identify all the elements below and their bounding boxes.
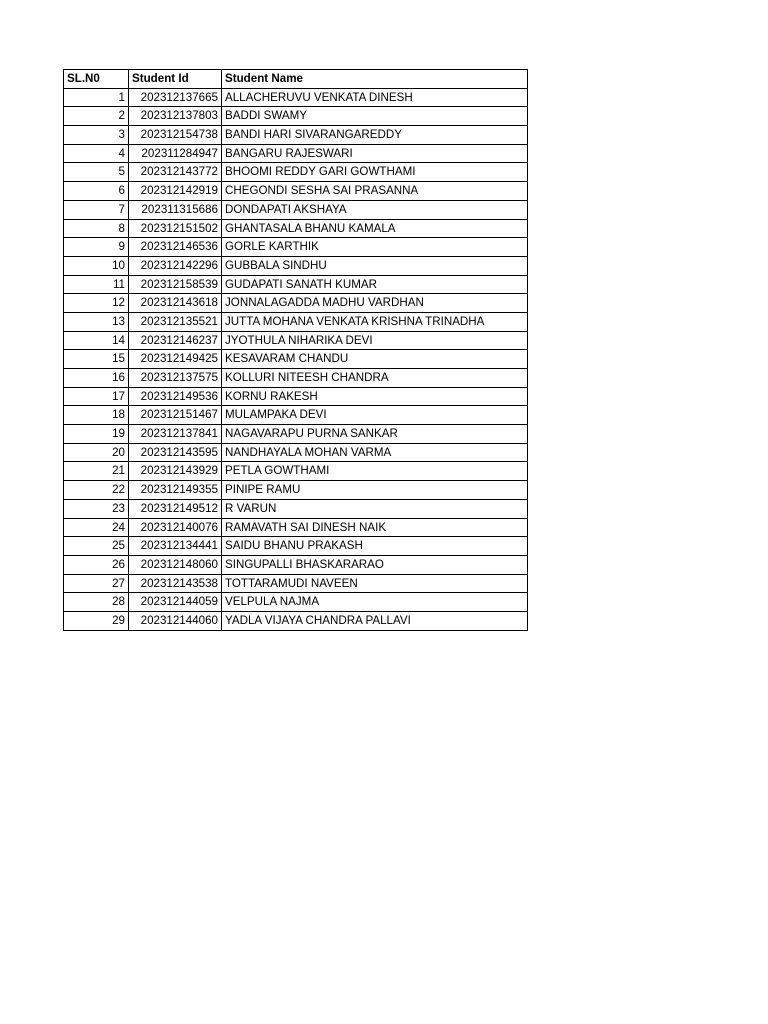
serial-number-cell: 26 (64, 555, 129, 574)
student-id-cell: 202311315686 (129, 200, 222, 219)
student-id-cell: 202311284947 (129, 144, 222, 163)
student-id-cell: 202312135521 (129, 312, 222, 331)
table-row (64, 126, 528, 145)
student-name-cell: KOLLURI NITEESH CHANDRA (222, 369, 528, 388)
student-id-cell: 202312142919 (129, 182, 222, 201)
student-name-cell: JUTTA MOHANA VENKATA KRISHNA TRINADHA (222, 312, 528, 331)
serial-number-cell: 7 (64, 200, 129, 219)
student-id-cell: 202312137841 (129, 425, 222, 444)
serial-number-cell: 5 (64, 163, 129, 182)
serial-number-cell: 17 (64, 387, 129, 406)
serial-number-cell: 20 (64, 443, 129, 462)
student-name-cell: KORNU RAKESH (222, 387, 528, 406)
student-id-cell: 202312154738 (129, 126, 222, 145)
table-row (64, 537, 528, 556)
student-name-cell: BANDI HARI SIVARANGAREDDY (222, 126, 528, 145)
serial-number-cell: 1 (64, 88, 129, 107)
table-row (64, 593, 528, 612)
student-name-cell: NANDHAYALA MOHAN VARMA (222, 443, 528, 462)
student-id-cell: 202312134441 (129, 537, 222, 556)
student-name-cell: SINGUPALLI BHASKARARAO (222, 555, 528, 574)
student-name-cell: R VARUN (222, 499, 528, 518)
serial-number-cell: 19 (64, 425, 129, 444)
student-name-cell: BANGARU RAJESWARI (222, 144, 528, 163)
student-name-cell: PETLA GOWTHAMI (222, 462, 528, 481)
student-id-cell: 202312137803 (129, 107, 222, 126)
student-id-cell: 202312146237 (129, 331, 222, 350)
student-name-cell: VELPULA NAJMA (222, 593, 528, 612)
table-row (64, 182, 528, 201)
student-id-cell: 202312158539 (129, 275, 222, 294)
serial-number-cell: 10 (64, 256, 129, 275)
table-row (64, 481, 528, 500)
serial-number-cell: 3 (64, 126, 129, 145)
student-id-cell: 202312137575 (129, 369, 222, 388)
student-name-cell: GUDAPATI SANATH KUMAR (222, 275, 528, 294)
serial-number-cell: 27 (64, 574, 129, 593)
student-id-cell: 202312149512 (129, 499, 222, 518)
table-row (64, 256, 528, 275)
student-name-cell: BADDI SWAMY (222, 107, 528, 126)
student-name-cell: PINIPE RAMU (222, 481, 528, 500)
table-row (64, 611, 528, 630)
student-id-cell: 202312143618 (129, 294, 222, 313)
column-header-sl-no: SL.N0 (64, 70, 129, 89)
student-id-cell: 202312144059 (129, 593, 222, 612)
table-row (64, 350, 528, 369)
table-row (64, 555, 528, 574)
table-row (64, 406, 528, 425)
table-body (64, 88, 528, 630)
table-row (64, 331, 528, 350)
serial-number-cell: 9 (64, 238, 129, 257)
serial-number-cell: 25 (64, 537, 129, 556)
student-name-cell: JONNALAGADDA MADHU VARDHAN (222, 294, 528, 313)
student-name-cell: NAGAVARAPU PURNA SANKAR (222, 425, 528, 444)
student-name-cell: ALLACHERUVU VENKATA DINESH (222, 88, 528, 107)
student-id-cell: 202312140076 (129, 518, 222, 537)
table-row (64, 275, 528, 294)
serial-number-cell: 28 (64, 593, 129, 612)
table-row (64, 574, 528, 593)
student-id-cell: 202312143595 (129, 443, 222, 462)
student-id-cell: 202312149355 (129, 481, 222, 500)
serial-number-cell: 12 (64, 294, 129, 313)
serial-number-cell: 15 (64, 350, 129, 369)
student-name-cell: BHOOMI REDDY GARI GOWTHAMI (222, 163, 528, 182)
student-id-cell: 202312144060 (129, 611, 222, 630)
serial-number-cell: 11 (64, 275, 129, 294)
table-row (64, 443, 528, 462)
column-header-student-name: Student Name (222, 70, 528, 89)
serial-number-cell: 18 (64, 406, 129, 425)
student-id-cell: 202312143929 (129, 462, 222, 481)
serial-number-cell: 24 (64, 518, 129, 537)
student-id-cell: 202312148060 (129, 555, 222, 574)
student-name-cell: GUBBALA SINDHU (222, 256, 528, 275)
student-name-cell: GHANTASALA BHANU KAMALA (222, 219, 528, 238)
student-name-cell: GORLE KARTHIK (222, 238, 528, 257)
serial-number-cell: 22 (64, 481, 129, 500)
student-id-cell: 202312146536 (129, 238, 222, 257)
column-header-student-id: Student Id (129, 70, 222, 89)
student-name-cell: JYOTHULA NIHARIKA DEVI (222, 331, 528, 350)
table-row (64, 238, 528, 257)
student-name-cell: KESAVARAM CHANDU (222, 350, 528, 369)
student-id-cell: 202312151467 (129, 406, 222, 425)
table-row (64, 219, 528, 238)
table-row (64, 88, 528, 107)
student-name-cell: CHEGONDI SESHA SAI PRASANNA (222, 182, 528, 201)
serial-number-cell: 29 (64, 611, 129, 630)
table-row (64, 107, 528, 126)
student-name-cell: YADLA VIJAYA CHANDRA PALLAVI (222, 611, 528, 630)
table-row (64, 518, 528, 537)
student-name-cell: MULAMPAKA DEVI (222, 406, 528, 425)
table-row (64, 163, 528, 182)
serial-number-cell: 8 (64, 219, 129, 238)
student-id-cell: 202312137665 (129, 88, 222, 107)
table-row (64, 144, 528, 163)
table-row (64, 499, 528, 518)
student-id-cell: 202312143538 (129, 574, 222, 593)
serial-number-cell: 23 (64, 499, 129, 518)
student-name-cell: DONDAPATI AKSHAYA (222, 200, 528, 219)
student-id-cell: 202312149425 (129, 350, 222, 369)
student-id-cell: 202312142296 (129, 256, 222, 275)
table-row (64, 312, 528, 331)
student-name-cell: TOTTARAMUDI NAVEEN (222, 574, 528, 593)
student-id-cell: 202312143772 (129, 163, 222, 182)
serial-number-cell: 21 (64, 462, 129, 481)
student-name-cell: RAMAVATH SAI DINESH NAIK (222, 518, 528, 537)
table-row (64, 369, 528, 388)
student-id-cell: 202312149536 (129, 387, 222, 406)
table-row (64, 294, 528, 313)
table-row (64, 200, 528, 219)
student-table (63, 69, 528, 631)
student-id-cell: 202312151502 (129, 219, 222, 238)
serial-number-cell: 4 (64, 144, 129, 163)
serial-number-cell: 14 (64, 331, 129, 350)
serial-number-cell: 2 (64, 107, 129, 126)
table-row (64, 387, 528, 406)
serial-number-cell: 6 (64, 182, 129, 201)
table-header (64, 70, 528, 89)
serial-number-cell: 16 (64, 369, 129, 388)
student-name-cell: SAIDU BHANU PRAKASH (222, 537, 528, 556)
table-row (64, 425, 528, 444)
serial-number-cell: 13 (64, 312, 129, 331)
table-row (64, 462, 528, 481)
header-row (64, 70, 528, 89)
